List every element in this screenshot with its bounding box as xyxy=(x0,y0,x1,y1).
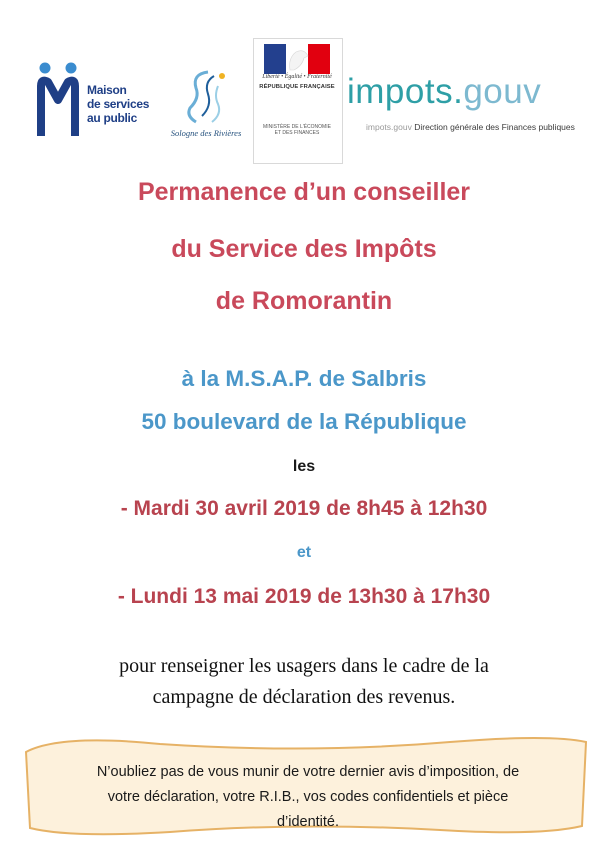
reminder-text xyxy=(38,760,578,835)
msap-line-2: de services xyxy=(87,97,150,111)
headline-line-1: Permanence d’un conseiller xyxy=(137,178,471,206)
schedule-connector: et xyxy=(296,544,312,561)
purpose-line-2: campagne de déclaration des revenus. xyxy=(152,686,456,708)
reminder-line-1: N’oubliez pas de vous munir de votre dernier avis d’imposition, de xyxy=(96,764,520,780)
ministry-line-1: MINISTÈRE DE L'ÉCONOMIE xyxy=(263,124,331,130)
marianne-flag-icon xyxy=(264,44,330,74)
schedule-intro: les xyxy=(292,458,316,475)
reminder-line-3: d’identité. xyxy=(276,814,340,830)
impots-logo-part-2: gouv xyxy=(463,72,542,111)
sologne-logo-icon xyxy=(178,66,234,128)
sologne-logo-text: Sologne des Rivières xyxy=(170,128,242,138)
impots-subtitle xyxy=(366,122,575,132)
schedule-date-2: - Lundi 13 mai 2019 de 13h30 à 17h30 xyxy=(117,585,491,608)
ministry-name xyxy=(256,124,338,136)
msap-line-3: au public xyxy=(87,111,137,125)
ministry-line-2: ET DES FINANCES xyxy=(274,130,320,136)
headline-line-3: de Romorantin xyxy=(215,287,393,315)
impots-logo-dot: . xyxy=(453,72,464,111)
schedule-date-1: - Mardi 30 avril 2019 de 8h45 à 12h30 xyxy=(120,497,488,520)
msap-logo-text xyxy=(87,83,162,125)
reminder-line-2: votre déclaration, votre R.I.B., vos codes confidentiels et pièce xyxy=(107,789,509,805)
msap-logo-icon xyxy=(36,60,80,140)
republique-name: RÉPUBLIQUE FRANÇAISE xyxy=(259,84,335,90)
venue-line-1: à la M.S.A.P. de Salbris xyxy=(181,366,427,391)
msap-line-1: Maison xyxy=(87,83,127,97)
republique-motto: Liberté • Égalité • Fraternité xyxy=(262,74,332,80)
impots-gouv-logo xyxy=(347,72,541,112)
venue-address: 50 boulevard de la République xyxy=(141,409,467,434)
impots-subtitle-faint: impots.gouv xyxy=(366,122,412,132)
purpose-line-1: pour renseigner les usagers dans le cadre de la xyxy=(119,655,489,677)
impots-subtitle-text: Direction générale des Finances publiques xyxy=(414,122,575,132)
impots-logo-part-1: impots xyxy=(347,72,454,111)
headline-line-2: du Service des Impôts xyxy=(171,235,437,263)
